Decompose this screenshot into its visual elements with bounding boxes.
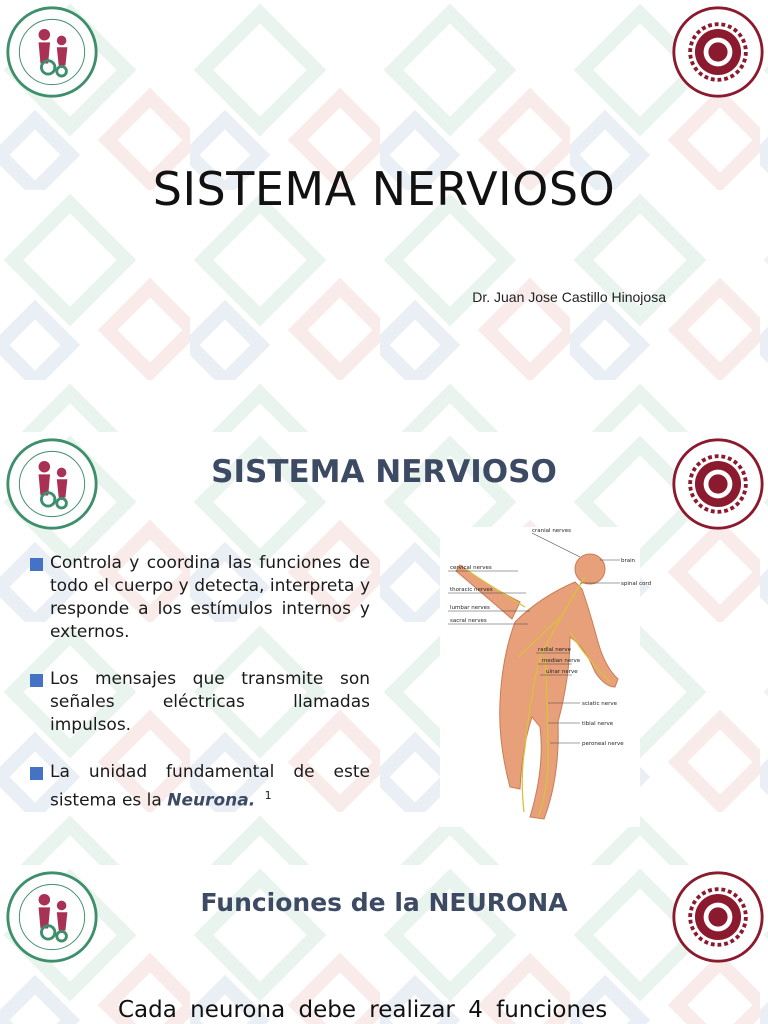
slide-title-heading: Funciones de la NEURONA [200, 888, 568, 917]
figure-label: spinal cord [621, 581, 652, 587]
fisioterapia-logo [4, 869, 100, 965]
figure-label: cranial nerves [532, 528, 571, 534]
figure-label: sciatic nerve [582, 701, 618, 707]
bullet-square-icon [30, 558, 43, 571]
neurona-emphasis: Neurona. [167, 790, 256, 811]
footnote-marker: 1 [264, 789, 272, 802]
bullet-item [30, 552, 370, 644]
univalle-logo [670, 4, 766, 100]
bullet-square-icon [30, 767, 43, 780]
slide-funciones-neurona [0, 865, 768, 1024]
bullet-list [30, 552, 370, 831]
univalle-logo [670, 869, 766, 965]
bullet-item [30, 668, 370, 737]
slide-title-heading: SISTEMA NERVIOSO [211, 454, 557, 490]
figure-label: brain [621, 558, 636, 564]
background-pattern [0, 0, 768, 432]
slide-body-text: Cada neurona debe realizar 4 funciones [118, 997, 608, 1023]
figure-label: thoracic nerves [450, 587, 493, 593]
nervous-system-figure [420, 527, 660, 827]
slide-sistema-nervioso [0, 432, 768, 865]
figure-label: lumbar nerves [450, 605, 490, 611]
bullet-text: Los mensajes que transmite son señales eléctricas llamadas impulsos. [50, 669, 370, 735]
figure-label: median nerve [542, 658, 581, 664]
bullet-text: Controla y coordina las funciones de todo el cuerpo y detecta, interpreta y responde a los estímulos internos y externos. [50, 553, 370, 642]
bullet-item [30, 761, 370, 813]
slide-title [0, 0, 768, 432]
figure-label: ulnar nerve [546, 669, 578, 675]
figure-label: cervical nerves [450, 565, 492, 571]
figure-label: tibial nerve [582, 721, 614, 727]
bullet-square-icon [30, 674, 43, 687]
figure-label: sacral nerves [450, 618, 487, 624]
bullet-text: La unidad fundamental de este sistema es la [50, 762, 370, 811]
figure-label: radial nerve [538, 647, 572, 653]
author-name: Dr. Juan Jose Castillo Hinojosa [472, 289, 666, 305]
presentation-title: SISTEMA NERVIOSO [152, 162, 616, 216]
figure-label: peroneal nerve [582, 741, 624, 747]
fisioterapia-logo [4, 4, 100, 100]
